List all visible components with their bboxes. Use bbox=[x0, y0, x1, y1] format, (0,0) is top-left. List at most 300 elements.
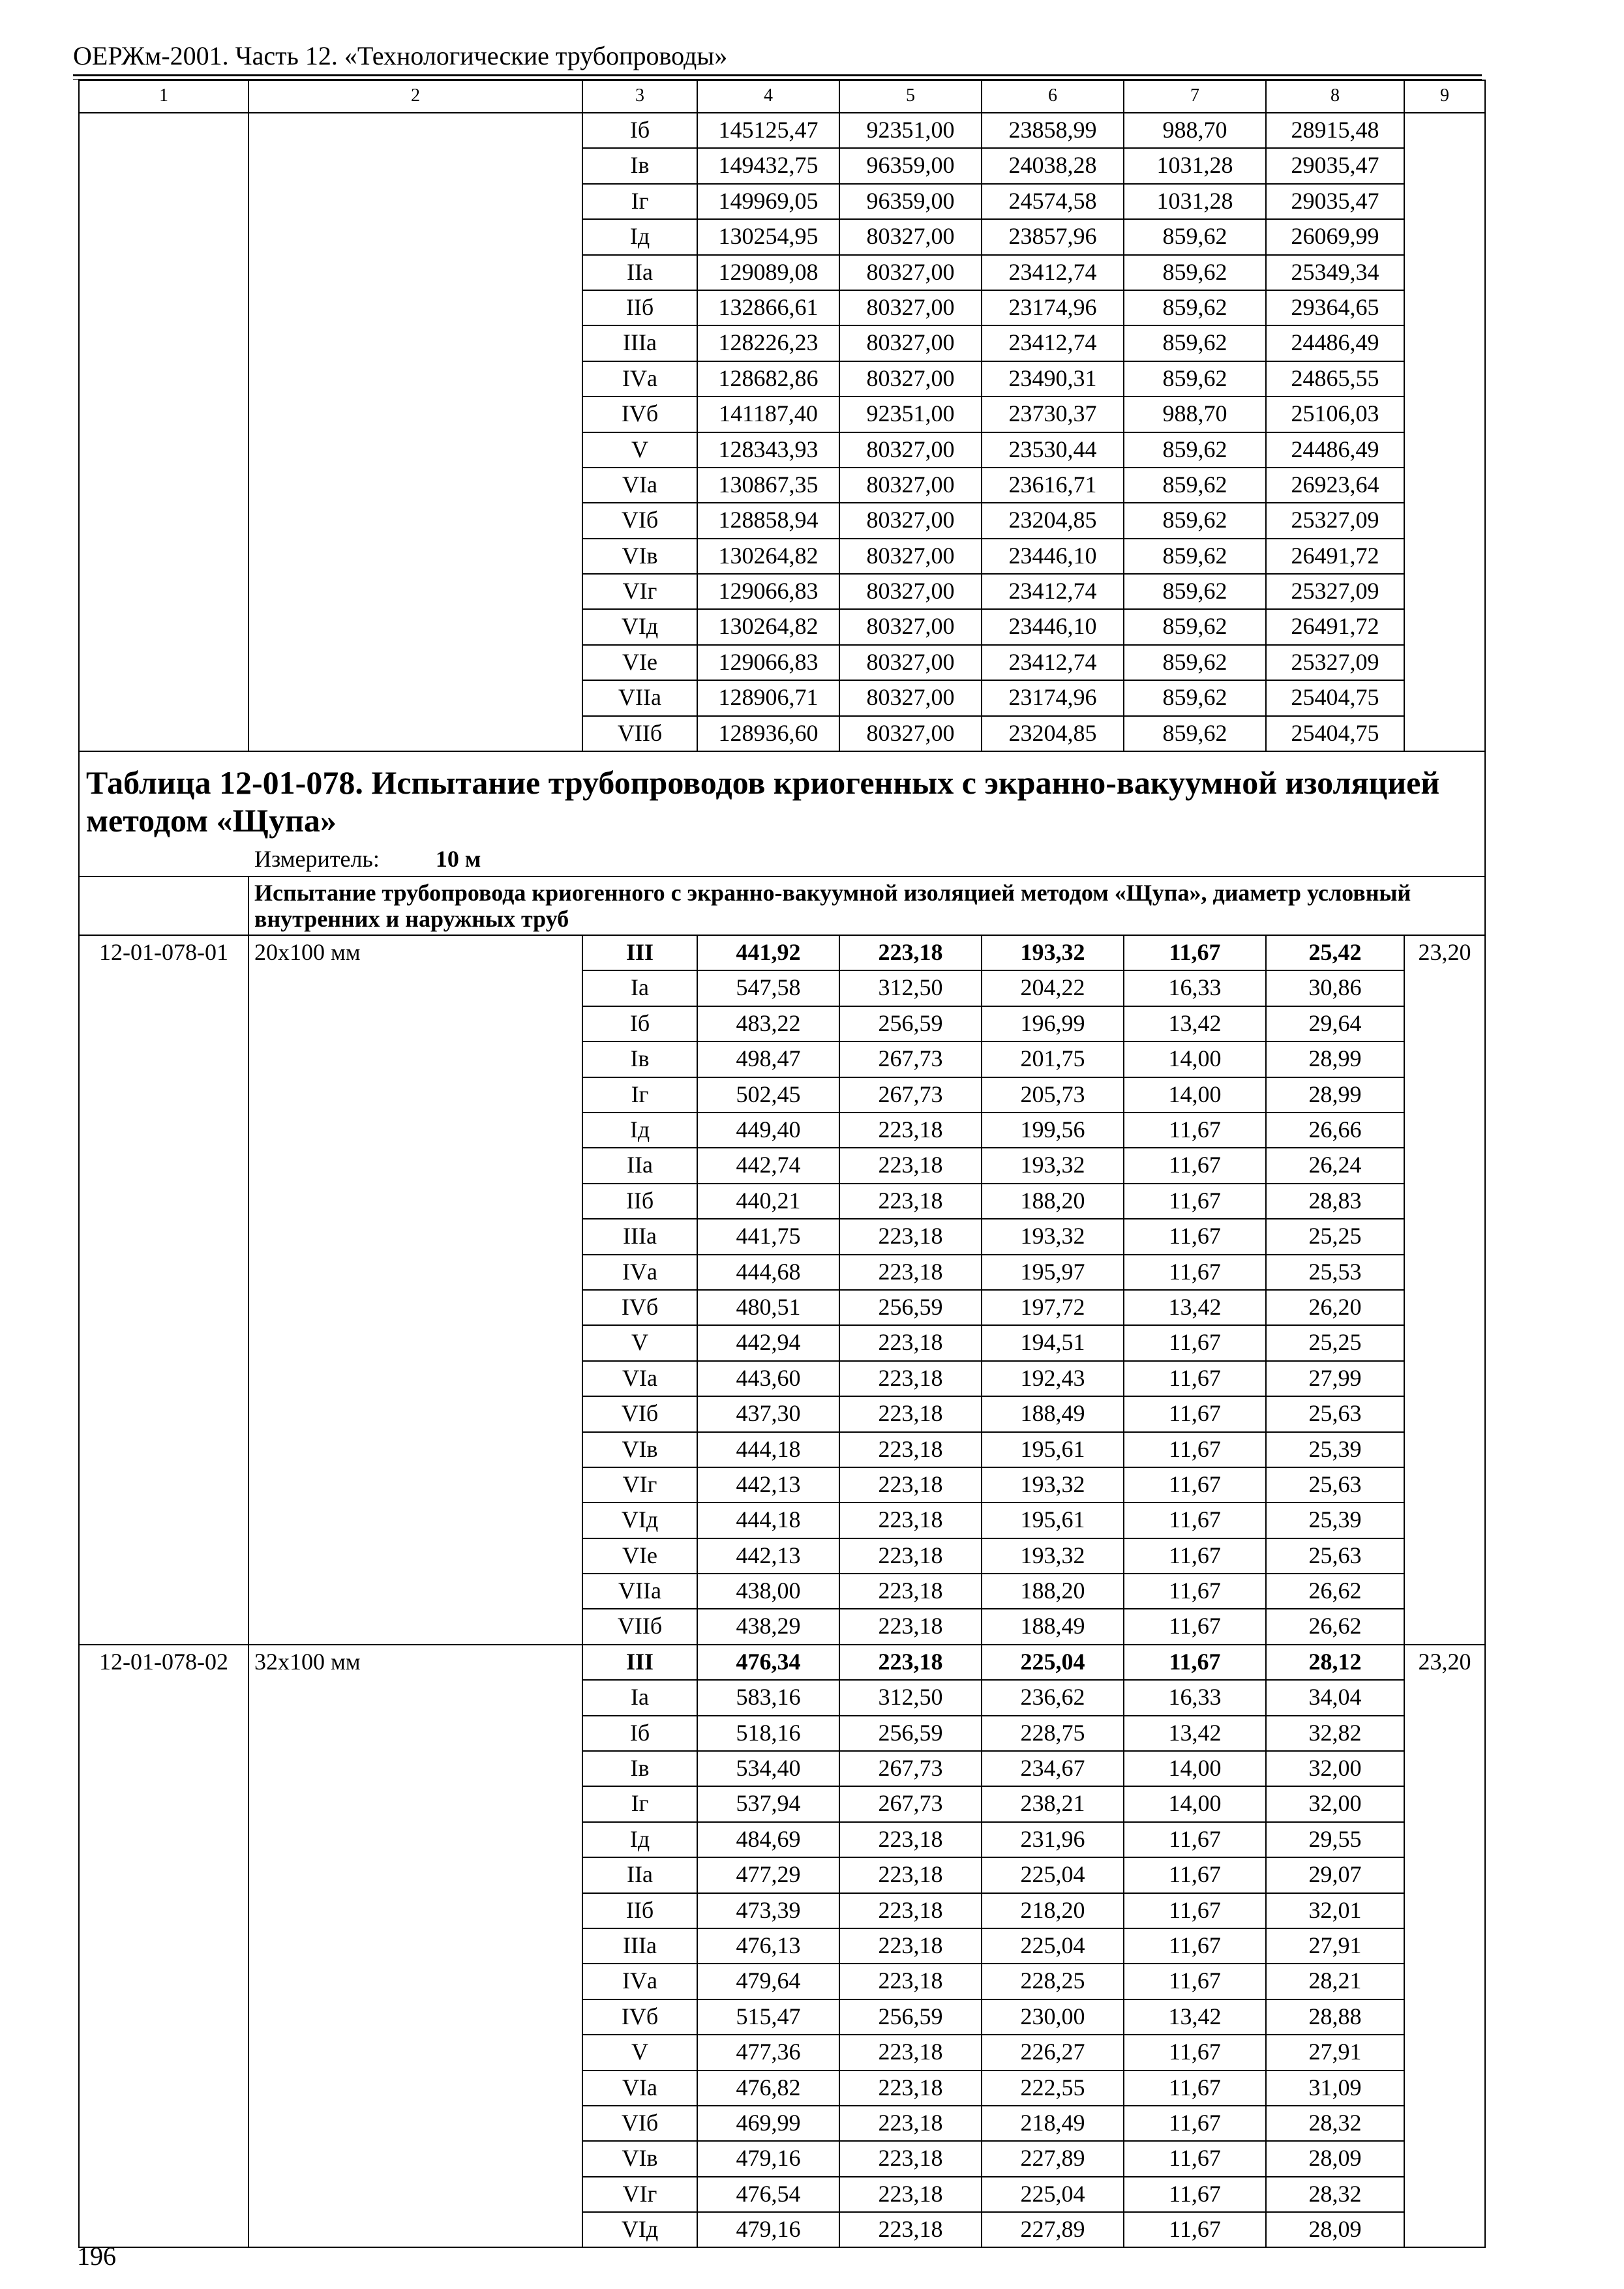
zone-cell: Iб bbox=[582, 113, 697, 148]
zone-cell: IIб bbox=[582, 290, 697, 325]
column-number: 4 bbox=[697, 80, 839, 113]
column-number: 6 bbox=[982, 80, 1124, 113]
value-cell: 195,97 bbox=[982, 1255, 1124, 1290]
value-cell: 859,62 bbox=[1124, 574, 1266, 609]
value-cell: 128936,60 bbox=[697, 716, 839, 751]
value-cell: 473,39 bbox=[697, 1893, 839, 1928]
value-cell: 223,18 bbox=[839, 1609, 982, 1644]
value-cell: 25327,09 bbox=[1266, 574, 1404, 609]
value-cell: 483,22 bbox=[697, 1006, 839, 1041]
value-cell: 469,99 bbox=[697, 2106, 839, 2141]
unit-label: Измеритель: bbox=[254, 846, 380, 873]
value-cell: 32,82 bbox=[1266, 1716, 1404, 1751]
value-cell: 218,49 bbox=[982, 2106, 1124, 2141]
value-cell: 859,62 bbox=[1124, 219, 1266, 254]
page-header: ОЕРЖм-2001. Часть 12. «Технологические трубопроводы» bbox=[73, 41, 728, 70]
value-cell: 13,42 bbox=[1124, 1006, 1266, 1041]
value-cell: 312,50 bbox=[839, 970, 982, 1006]
item-code: 12-01-078-02 bbox=[79, 1645, 248, 2248]
value-cell: 128682,86 bbox=[697, 361, 839, 396]
value-cell: 256,59 bbox=[839, 1290, 982, 1325]
zone-cell: Iа bbox=[582, 970, 697, 1006]
value-cell: 11,67 bbox=[1124, 1893, 1266, 1928]
section-row bbox=[79, 876, 1485, 935]
value-cell: 30,86 bbox=[1266, 970, 1404, 1006]
value-cell: 80327,00 bbox=[839, 503, 982, 538]
value-cell: 223,18 bbox=[839, 2177, 982, 2212]
zone-cell: IIIа bbox=[582, 325, 697, 361]
value-cell: 227,89 bbox=[982, 2212, 1124, 2247]
value-cell: 11,67 bbox=[1124, 1574, 1266, 1609]
price-table bbox=[78, 80, 1486, 2248]
value-cell: 477,29 bbox=[697, 1857, 839, 1893]
value-cell: 228,75 bbox=[982, 1716, 1124, 1751]
zone-cell: Iг bbox=[582, 1077, 697, 1113]
value-cell: 195,61 bbox=[982, 1503, 1124, 1538]
zone-cell: V bbox=[582, 1325, 697, 1360]
value-cell: 80327,00 bbox=[839, 432, 982, 468]
code-cell bbox=[79, 113, 248, 751]
value-cell: 141187,40 bbox=[697, 396, 839, 432]
value-cell: 28,32 bbox=[1266, 2177, 1404, 2212]
value-cell: 223,18 bbox=[839, 2212, 982, 2247]
value-cell: 24486,49 bbox=[1266, 325, 1404, 361]
value-cell: 26,66 bbox=[1266, 1113, 1404, 1148]
value-cell: 32,00 bbox=[1266, 1786, 1404, 1821]
value-cell: 223,18 bbox=[839, 1645, 982, 1680]
zone-cell: VIв bbox=[582, 2141, 697, 2176]
value-cell: 96359,00 bbox=[839, 148, 982, 183]
value-cell: 223,18 bbox=[839, 1503, 982, 1538]
value-cell: 13,42 bbox=[1124, 1716, 1266, 1751]
value-cell: 26,24 bbox=[1266, 1148, 1404, 1183]
value-cell: 442,13 bbox=[697, 1538, 839, 1574]
value-cell: 23412,74 bbox=[982, 325, 1124, 361]
value-cell: 231,96 bbox=[982, 1822, 1124, 1857]
value-cell: 14,00 bbox=[1124, 1786, 1266, 1821]
value-cell: 23174,96 bbox=[982, 290, 1124, 325]
value-cell: 11,67 bbox=[1124, 1219, 1266, 1254]
value-cell: 34,04 bbox=[1266, 1680, 1404, 1715]
value-cell: 537,94 bbox=[697, 1786, 839, 1821]
value-cell: 29,55 bbox=[1266, 1822, 1404, 1857]
value-cell: 28,88 bbox=[1266, 1999, 1404, 2035]
value-cell: 25327,09 bbox=[1266, 503, 1404, 538]
value-cell: 92351,00 bbox=[839, 113, 982, 148]
zone-cell: VIв bbox=[582, 539, 697, 574]
value-cell: 29035,47 bbox=[1266, 148, 1404, 183]
value-cell: 23490,31 bbox=[982, 361, 1124, 396]
value-cell: 188,49 bbox=[982, 1609, 1124, 1644]
item-name: 32х100 мм bbox=[248, 1645, 582, 2248]
value-cell: 11,67 bbox=[1124, 1928, 1266, 1964]
zone-cell: IVа bbox=[582, 361, 697, 396]
value-cell: 13,42 bbox=[1124, 1999, 1266, 2035]
value-cell: 28,09 bbox=[1266, 2141, 1404, 2176]
zone-cell: V bbox=[582, 432, 697, 468]
value-cell: 25,63 bbox=[1266, 1538, 1404, 1574]
value-cell: 223,18 bbox=[839, 2071, 982, 2106]
value-cell: 128906,71 bbox=[697, 680, 839, 715]
value-cell: 238,21 bbox=[982, 1786, 1124, 1821]
zone-cell: Iв bbox=[582, 1041, 697, 1077]
value-cell: 223,18 bbox=[839, 2106, 982, 2141]
value-cell: 11,67 bbox=[1124, 1964, 1266, 1999]
value-cell: 25,39 bbox=[1266, 1503, 1404, 1538]
value-cell: 11,67 bbox=[1124, 2035, 1266, 2070]
column-number: 3 bbox=[582, 80, 697, 113]
value-cell: 25106,03 bbox=[1266, 396, 1404, 432]
value-cell: 26491,72 bbox=[1266, 609, 1404, 644]
value-cell: 476,82 bbox=[697, 2071, 839, 2106]
unit-line bbox=[86, 845, 1478, 873]
value-cell: 859,62 bbox=[1124, 325, 1266, 361]
value-cell: 223,18 bbox=[839, 1396, 982, 1431]
value-cell: 128858,94 bbox=[697, 503, 839, 538]
zone-cell: VIе bbox=[582, 645, 697, 680]
value-cell: 223,18 bbox=[839, 1928, 982, 1964]
zone-cell: Iд bbox=[582, 1113, 697, 1148]
value-cell: 11,67 bbox=[1124, 1113, 1266, 1148]
value-cell: 24038,28 bbox=[982, 148, 1124, 183]
column-number: 9 bbox=[1404, 80, 1485, 113]
value-cell: 205,73 bbox=[982, 1077, 1124, 1113]
value-cell: 23204,85 bbox=[982, 503, 1124, 538]
value-cell: 234,67 bbox=[982, 1751, 1124, 1786]
value-cell: 267,73 bbox=[839, 1041, 982, 1077]
zone-cell: VIг bbox=[582, 574, 697, 609]
value-cell: 193,32 bbox=[982, 1467, 1124, 1503]
value-cell: 25,25 bbox=[1266, 1325, 1404, 1360]
value-cell: 80327,00 bbox=[839, 574, 982, 609]
item-code: 12-01-078-01 bbox=[79, 935, 248, 1645]
table-row bbox=[79, 1645, 1485, 1680]
value-cell: 227,89 bbox=[982, 2141, 1124, 2176]
value-cell: 28,09 bbox=[1266, 2212, 1404, 2247]
value-cell: 130264,82 bbox=[697, 609, 839, 644]
value-cell: 129066,83 bbox=[697, 645, 839, 680]
value-cell: 28,21 bbox=[1266, 1964, 1404, 1999]
zone-cell: VIд bbox=[582, 2212, 697, 2247]
value-cell: 13,42 bbox=[1124, 1290, 1266, 1325]
value-cell: 223,18 bbox=[839, 1113, 982, 1148]
zone-cell: VIг bbox=[582, 1467, 697, 1503]
value-cell: 479,16 bbox=[697, 2212, 839, 2247]
value-cell: 14,00 bbox=[1124, 1751, 1266, 1786]
value-cell: 11,67 bbox=[1124, 2071, 1266, 2106]
value-cell: 80327,00 bbox=[839, 361, 982, 396]
value-cell: 23858,99 bbox=[982, 113, 1124, 148]
value-cell: 223,18 bbox=[839, 1325, 982, 1360]
zone-cell: VIIб bbox=[582, 1609, 697, 1644]
column-number: 5 bbox=[839, 80, 982, 113]
item-col9: 23,20 bbox=[1404, 935, 1485, 1645]
value-cell: 484,69 bbox=[697, 1822, 839, 1857]
value-cell: 80327,00 bbox=[839, 716, 982, 751]
value-cell: 11,67 bbox=[1124, 1396, 1266, 1431]
value-cell: 27,99 bbox=[1266, 1361, 1404, 1396]
value-cell: 23446,10 bbox=[982, 609, 1124, 644]
value-cell: 24574,58 bbox=[982, 184, 1124, 219]
value-cell: 223,18 bbox=[839, 2141, 982, 2176]
value-cell: 859,62 bbox=[1124, 503, 1266, 538]
column-number-row bbox=[79, 80, 1485, 113]
value-cell: 223,18 bbox=[839, 1361, 982, 1396]
value-cell: 26923,64 bbox=[1266, 468, 1404, 503]
page-number: 196 bbox=[77, 2241, 116, 2271]
value-cell: 25,42 bbox=[1266, 935, 1404, 970]
value-cell: 223,18 bbox=[839, 1857, 982, 1893]
value-cell: 476,13 bbox=[697, 1928, 839, 1964]
value-cell: 437,30 bbox=[697, 1396, 839, 1431]
value-cell: 223,18 bbox=[839, 2035, 982, 2070]
zone-cell: Iа bbox=[582, 1680, 697, 1715]
zone-cell: IIа bbox=[582, 255, 697, 290]
value-cell: 24865,55 bbox=[1266, 361, 1404, 396]
value-cell: 1031,28 bbox=[1124, 148, 1266, 183]
zone-cell: VIб bbox=[582, 1396, 697, 1431]
value-cell: 859,62 bbox=[1124, 716, 1266, 751]
zone-cell: VIг bbox=[582, 2177, 697, 2212]
value-cell: 29,07 bbox=[1266, 1857, 1404, 1893]
value-cell: 28915,48 bbox=[1266, 113, 1404, 148]
value-cell: 130867,35 bbox=[697, 468, 839, 503]
value-cell: 223,18 bbox=[839, 1219, 982, 1254]
value-cell: 25,39 bbox=[1266, 1432, 1404, 1467]
value-cell: 230,00 bbox=[982, 1999, 1124, 2035]
value-cell: 236,62 bbox=[982, 1680, 1124, 1715]
value-cell: 267,73 bbox=[839, 1786, 982, 1821]
value-cell: 193,32 bbox=[982, 1219, 1124, 1254]
value-cell: 28,83 bbox=[1266, 1184, 1404, 1219]
zone-cell: III bbox=[582, 1645, 697, 1680]
value-cell: 14,00 bbox=[1124, 1041, 1266, 1077]
value-cell: 16,33 bbox=[1124, 1680, 1266, 1715]
name-cell bbox=[248, 113, 582, 751]
value-cell: 859,62 bbox=[1124, 468, 1266, 503]
value-cell: 859,62 bbox=[1124, 290, 1266, 325]
value-cell: 26,62 bbox=[1266, 1574, 1404, 1609]
value-cell: 267,73 bbox=[839, 1077, 982, 1113]
value-cell: 441,75 bbox=[697, 1219, 839, 1254]
value-cell: 223,18 bbox=[839, 1184, 982, 1219]
zone-cell: VIе bbox=[582, 1538, 697, 1574]
section-blank bbox=[79, 876, 248, 935]
value-cell: 149969,05 bbox=[697, 184, 839, 219]
value-cell: 28,12 bbox=[1266, 1645, 1404, 1680]
value-cell: 23412,74 bbox=[982, 574, 1124, 609]
item-col9: 23,20 bbox=[1404, 1645, 1485, 2248]
value-cell: 223,18 bbox=[839, 1255, 982, 1290]
value-cell: 23412,74 bbox=[982, 645, 1124, 680]
value-cell: 23857,96 bbox=[982, 219, 1124, 254]
value-cell: 188,20 bbox=[982, 1574, 1124, 1609]
value-cell: 25404,75 bbox=[1266, 716, 1404, 751]
value-cell: 25349,34 bbox=[1266, 255, 1404, 290]
value-cell: 267,73 bbox=[839, 1751, 982, 1786]
zone-cell: Iб bbox=[582, 1716, 697, 1751]
value-cell: 444,18 bbox=[697, 1432, 839, 1467]
value-cell: 440,21 bbox=[697, 1184, 839, 1219]
value-cell: 225,04 bbox=[982, 1857, 1124, 1893]
value-cell: 442,74 bbox=[697, 1148, 839, 1183]
value-cell: 438,00 bbox=[697, 1574, 839, 1609]
value-cell: 479,16 bbox=[697, 2141, 839, 2176]
unit-value: 10 м bbox=[435, 846, 481, 873]
value-cell: 449,40 bbox=[697, 1113, 839, 1148]
value-cell: 29364,65 bbox=[1266, 290, 1404, 325]
zone-cell: VIIб bbox=[582, 716, 697, 751]
value-cell: 193,32 bbox=[982, 935, 1124, 970]
value-cell: 988,70 bbox=[1124, 113, 1266, 148]
value-cell: 442,13 bbox=[697, 1467, 839, 1503]
zone-cell: Iв bbox=[582, 1751, 697, 1786]
value-cell: 201,75 bbox=[982, 1041, 1124, 1077]
header-rule bbox=[73, 74, 1482, 76]
value-cell: 225,04 bbox=[982, 1928, 1124, 1964]
value-cell: 228,25 bbox=[982, 1964, 1124, 1999]
item-name: 20х100 мм bbox=[248, 935, 582, 1645]
zone-cell: V bbox=[582, 2035, 697, 2070]
value-cell: 23204,85 bbox=[982, 716, 1124, 751]
zone-cell: IIб bbox=[582, 1893, 697, 1928]
value-cell: 25,63 bbox=[1266, 1396, 1404, 1431]
value-cell: 444,18 bbox=[697, 1503, 839, 1538]
value-cell: 16,33 bbox=[1124, 970, 1266, 1006]
value-cell: 256,59 bbox=[839, 1999, 982, 2035]
value-cell: 96359,00 bbox=[839, 184, 982, 219]
value-cell: 223,18 bbox=[839, 1964, 982, 1999]
value-cell: 92351,00 bbox=[839, 396, 982, 432]
value-cell: 11,67 bbox=[1124, 1467, 1266, 1503]
zone-cell: VIд bbox=[582, 1503, 697, 1538]
value-cell: 223,18 bbox=[839, 1574, 982, 1609]
value-cell: 11,67 bbox=[1124, 935, 1266, 970]
zone-cell: VIд bbox=[582, 609, 697, 644]
value-cell: 23616,71 bbox=[982, 468, 1124, 503]
value-cell: 11,67 bbox=[1124, 1361, 1266, 1396]
value-cell: 28,32 bbox=[1266, 2106, 1404, 2141]
value-cell: 23530,44 bbox=[982, 432, 1124, 468]
value-cell: 442,94 bbox=[697, 1325, 839, 1360]
value-cell: 11,67 bbox=[1124, 1538, 1266, 1574]
table-title-row bbox=[79, 751, 1485, 876]
value-cell: 27,91 bbox=[1266, 1928, 1404, 1964]
value-cell: 223,18 bbox=[839, 1822, 982, 1857]
value-cell: 547,58 bbox=[697, 970, 839, 1006]
value-cell: 149432,75 bbox=[697, 148, 839, 183]
value-cell: 11,67 bbox=[1124, 1432, 1266, 1467]
value-cell: 438,29 bbox=[697, 1609, 839, 1644]
value-cell: 23412,74 bbox=[982, 255, 1124, 290]
value-cell: 256,59 bbox=[839, 1716, 982, 1751]
value-cell: 25327,09 bbox=[1266, 645, 1404, 680]
value-cell: 27,91 bbox=[1266, 2035, 1404, 2070]
zone-cell: IIIа bbox=[582, 1219, 697, 1254]
value-cell: 515,47 bbox=[697, 1999, 839, 2035]
zone-cell: IVа bbox=[582, 1964, 697, 1999]
value-cell: 25404,75 bbox=[1266, 680, 1404, 715]
value-cell: 11,67 bbox=[1124, 1184, 1266, 1219]
value-cell: 188,49 bbox=[982, 1396, 1124, 1431]
value-cell: 222,55 bbox=[982, 2071, 1124, 2106]
value-cell: 196,99 bbox=[982, 1006, 1124, 1041]
value-cell: 11,67 bbox=[1124, 1822, 1266, 1857]
value-cell: 80327,00 bbox=[839, 468, 982, 503]
value-cell: 256,59 bbox=[839, 1006, 982, 1041]
value-cell: 11,67 bbox=[1124, 2141, 1266, 2176]
value-cell: 859,62 bbox=[1124, 680, 1266, 715]
value-cell: 534,40 bbox=[697, 1751, 839, 1786]
value-cell: 11,67 bbox=[1124, 1857, 1266, 1893]
value-cell: 26,20 bbox=[1266, 1290, 1404, 1325]
zone-cell: IVб bbox=[582, 1999, 697, 2035]
value-cell: 80327,00 bbox=[839, 290, 982, 325]
column-number: 7 bbox=[1124, 80, 1266, 113]
value-cell: 192,43 bbox=[982, 1361, 1124, 1396]
value-cell: 11,67 bbox=[1124, 2106, 1266, 2141]
value-cell: 11,67 bbox=[1124, 1255, 1266, 1290]
value-cell: 443,60 bbox=[697, 1361, 839, 1396]
value-cell: 223,18 bbox=[839, 1893, 982, 1928]
value-cell: 130264,82 bbox=[697, 539, 839, 574]
value-cell: 193,32 bbox=[982, 1538, 1124, 1574]
value-cell: 29035,47 bbox=[1266, 184, 1404, 219]
zone-cell: IVб bbox=[582, 396, 697, 432]
zone-cell: Iд bbox=[582, 219, 697, 254]
value-cell: 479,64 bbox=[697, 1964, 839, 1999]
value-cell: 80327,00 bbox=[839, 680, 982, 715]
value-cell: 80327,00 bbox=[839, 325, 982, 361]
value-cell: 218,20 bbox=[982, 1893, 1124, 1928]
value-cell: 477,36 bbox=[697, 2035, 839, 2070]
value-cell: 11,67 bbox=[1124, 1148, 1266, 1183]
zone-cell: VIб bbox=[582, 2106, 697, 2141]
value-cell: 26,62 bbox=[1266, 1609, 1404, 1644]
value-cell: 11,67 bbox=[1124, 1503, 1266, 1538]
value-cell: 132866,61 bbox=[697, 290, 839, 325]
value-cell: 859,62 bbox=[1124, 361, 1266, 396]
value-cell: 14,00 bbox=[1124, 1077, 1266, 1113]
zone-cell: VIа bbox=[582, 1361, 697, 1396]
zone-cell: VIв bbox=[582, 1432, 697, 1467]
value-cell: 145125,47 bbox=[697, 113, 839, 148]
value-cell: 80327,00 bbox=[839, 255, 982, 290]
value-cell: 225,04 bbox=[982, 2177, 1124, 2212]
table-body bbox=[79, 80, 1485, 2247]
zone-cell: VIIа bbox=[582, 680, 697, 715]
value-cell: 1031,28 bbox=[1124, 184, 1266, 219]
value-cell: 583,16 bbox=[697, 1680, 839, 1715]
value-cell: 80327,00 bbox=[839, 645, 982, 680]
value-cell: 197,72 bbox=[982, 1290, 1124, 1325]
value-cell: 859,62 bbox=[1124, 609, 1266, 644]
zone-cell: IVа bbox=[582, 1255, 697, 1290]
value-cell: 11,67 bbox=[1124, 1609, 1266, 1644]
value-cell: 23446,10 bbox=[982, 539, 1124, 574]
value-cell: 441,92 bbox=[697, 935, 839, 970]
value-cell: 25,63 bbox=[1266, 1467, 1404, 1503]
value-cell: 129089,08 bbox=[697, 255, 839, 290]
value-cell: 480,51 bbox=[697, 1290, 839, 1325]
table-row bbox=[79, 935, 1485, 970]
value-cell: 518,16 bbox=[697, 1716, 839, 1751]
zone-cell: Iб bbox=[582, 1006, 697, 1041]
value-cell: 23730,37 bbox=[982, 396, 1124, 432]
table-title: Таблица 12-01-078. Испытание трубопроводов криогенных с экранно-вакуумной изоляцией методом «Щупа» bbox=[86, 764, 1440, 839]
column-number: 8 bbox=[1266, 80, 1404, 113]
value-cell: 223,18 bbox=[839, 935, 982, 970]
